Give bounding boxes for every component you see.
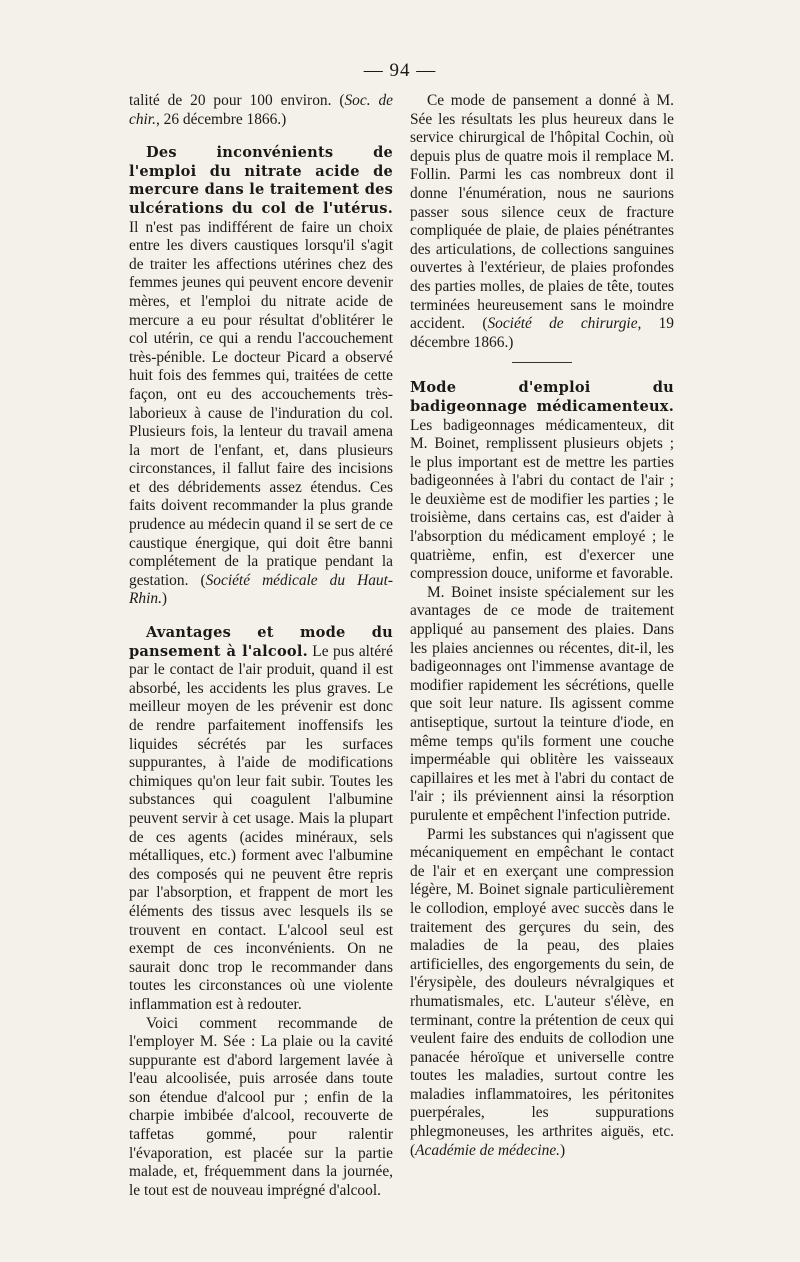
section-badigeonnage-tail: ) [560,1141,566,1159]
right-paragraph-1-text: Ce mode de pansement a donné à M. Sée les résultats les plus heureux dans le service chirurgical de l'hôpital Cochin, où depuis plus de quatre mois il remplace M. Follin. Parmi les cas nombreux dont il donne l'énumération, nous ne saurions passer sous silence ceux de fracture compliquée de plaie, de plaies pénétrantes des articulations, de collections sanguines ouvertes à l'extérieur, de plaies profondes des parties molles, de plaies de tête, toutes terminées heureusement sans le moindre accident. ( [410,92,674,333]
section-badigeonnage-paragraph-3-text: Parmi les substances qui n'agissent que mécaniquement en empêchant le contact de l'air et en exerçant une compression légère, M. Boinet signale particulièrement le collodion, employé avec succès dans le traitement des gerçures du sein, des maladies de la peau, des plaies artificielles, des engorgements du sein, de l'érysipèle, des douleurs névralgiques et rhumatismales, etc. L'auteur s'élève, en terminant, contre la prétention de ceux qui veulent faire des enduits de collodion une panacée héroïque et universelle contre toutes les maladies, surtout contre les maladies inflammatoires, les péritonites puerpérales, les suppurations phlegmoneuses, les arthrites aiguës, etc. ( [410,825,674,1159]
right-paragraph-1 [410,92,674,352]
section-nitrate-citation: Société médicale du Haut-Rhin. [129,571,394,608]
section-nitrate-body: Il n'est pas indifférent de faire un choix entre les divers caustiques lorsqu'il s'agit de traiter les affections utérines chez des femmes jeunes qui peuvent encore devenir mères, et l'emploi du nitrate acide de mercure a eu pour résultat d'oblitérer le col utérin, ce qui a rendu l'accouchement très-pénible. Le docteur Picard a observé huit fois des femmes qui, traitées de cette façon, ont eu des accouchements très-laborieux à cause de l'induration du col. Plusieurs fois, la lenteur du travail amena la mort de l'enfant, et, dans plusieurs circonstances, il fallut faire des incisions et des débridements assez étendus. Ces faits doivent recommander la plus grande prudence au médecin quand il se sert de ce caustique énergique, qui doit être banni complétement de la pratique pendant la gestation. ( [129,218,393,589]
section-alcool-body: Le pus altéré par le contact de l'air produit, quand il est absorbé, les accidents les plus graves. Le meilleur moyen de les prévenir est donc de rendre parfaitement inoffensifs les liquides sécrétés par les surfaces suppurantes, à l'aide de modifications chimiques qu'on leur fait subir. Toutes les substances qui coagulent l'albumine peuvent servir à cet usage. Mais la plupart de ces agents (acides minéraux, sels métalliques, etc.) forment avec l'albumine des composés qui ne peuvent être repris par l'absorption, et frappent de mort les éléments des tissus avec lesquels ils se trouvent en contact. L'alcool seul est exempt de ces inconvénients. On ne saurait donc trop le recommander dans toutes les circonstances où une violente inflammation est à redouter. [129,642,393,1013]
intro-text: talité de 20 pour 100 environ. ( [129,92,345,109]
intro-tail: , 26 décembre 1866.) [155,110,287,128]
section-badigeonnage-body: Les badigeonnages médicamenteux, dit M. Boinet, remplissent plusieurs objets ; le plus important est de mettre les parties badigeonnées à l'abri du contact de l'air ; le deuxième est de modifier les parties ; le troisième, dans certains cas, est d'aider à l'absorption du médicament employé ; le quatrième, enfin, est d'exercer une compression douce, uniforme et favorable. [410,416,674,583]
section-alcool-paragraph-2: Voici comment recommande de l'employer M. Sée : La plaie ou la cavité suppurante est d'abord largement lavée à l'eau alcoolisée, puis arrosée dans toute son étendue d'alcool pur ; enfin de la charpie imbibée d'alcool, recouverte de taffetas gommé, pour ralentir l'évaporation, est placée sur la partie malade, et, fréquemment dans la journée, le tout est de nouveau imprégné d'alcool. [129,1014,393,1199]
right-column [410,92,674,1160]
section-badigeonnage-citation: Académie de médecine. [415,1141,560,1159]
right-paragraph-1-tail: 19 décembre 1866.) [410,315,674,351]
section-badigeonnage-paragraph [410,379,674,584]
intro-paragraph [129,92,393,129]
section-divider [512,362,572,363]
section-nitrate-paragraph [129,144,393,609]
right-paragraph-1-citation: Société de chirurgie, [487,315,642,333]
section-alcool-paragraph [129,624,393,1014]
section-badigeonnage-paragraph-2: M. Boinet insiste spécialement sur les avantages de ce mode de traitement appliqué au pansement des plaies. Dans les plaies anciennes ou récentes, dit-il, les badigeonnages ont l'immense avantage de modifier rapidement les sécrétions, quelle que soit leur nature. Ils agissent comme antiseptique, surtout la teinture d'iode, en même temps qu'ils forment une couche imperméable qui oblitère les vaisseaux capillaires et les met à l'abri du contact de l'air ; ils préviennent ainsi la résorption purulente et empêchent l'infection putride. [410,583,674,824]
intro-citation: Soc. de chir. [129,92,393,128]
section-badigeonnage-heading: Mode d'emploi du badigeonnage médicamenteux. [410,379,674,415]
page-number: — 94 — [363,60,437,81]
section-nitrate-heading: Des inconvénients de l'emploi du nitrate acide de mercure dans le traitement des ulcérations du col de l'utérus. [129,144,393,217]
section-alcool-heading: Avantages et mode du pansement à l'alcool. [129,624,393,660]
left-column [129,92,393,1200]
section-nitrate-tail: ) [161,590,168,608]
section-badigeonnage-paragraph-3 [410,826,674,1161]
